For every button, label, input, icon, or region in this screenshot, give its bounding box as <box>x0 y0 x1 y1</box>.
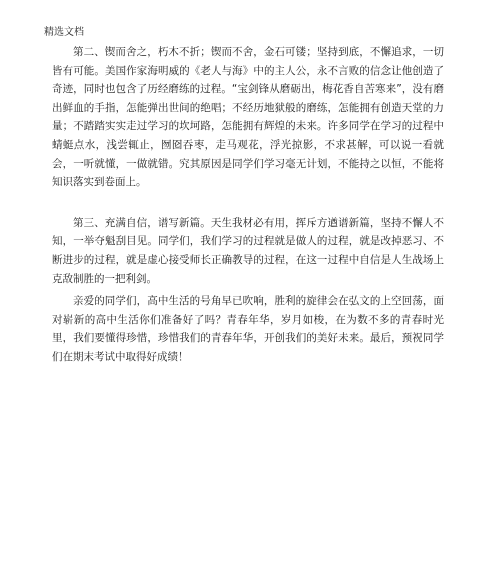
paragraph-closing: 亲爱的同学们，高中生活的号角早已吹响，胜利的旋律会在弘文的上空回荡，面对崭新的高中生活你们准备好了吗？青春年华，岁月如梭，在为数不多的青春时光里，我们要懂得珍惜，珍惜我们的青春年华，开创我们的美好未来。最后，预祝同学们在期末考试中取得好成绩！ <box>52 295 444 363</box>
document-body <box>52 43 444 367</box>
document-header-label: 精选文档 <box>44 27 84 38</box>
paragraph-persistence: 第二、锲而舍之，朽木不折；锲而不舍，金石可镂；坚持到底，不懈追求，一切皆有可能。美国作家海明威的《老人与海》中的主人公，永不言败的信念让他创造了奇迹，同时也包含了历经磨练的过程。“宝剑锋从磨砺出，梅花香自苦寒来”，没有磨出鲜血的手指，怎能弹出世间的绝唱；不经历地狱般的磨练，怎能拥有创造天堂的力量；不踏踏实实走过学习的坎坷路，怎能拥有辉煌的未来。许多同学在学习的过程中蜻蜓点水，浅尝辄止，囫囵吞枣，走马观花，浮光掠影，不求甚解，可以说一看就会，一听就懂，一做就错。究其原因是同学们学习毫无计划，不能持之以恒，不能将知识落实到卷面上。 <box>52 46 444 189</box>
paragraph-confidence: 第三、充满自信，谱写新篇。天生我材必有用，挥斥方遒谱新篇，坚持不懈人不知，一举夺魁刮目见。同学们，我们学习的过程就是做人的过程，就是改掉恶习、不断进步的过程，就是虚心接受师长正确教导的过程，在这一过程中自信是人生战场上克敌制胜的一把利剑。 <box>52 216 444 285</box>
